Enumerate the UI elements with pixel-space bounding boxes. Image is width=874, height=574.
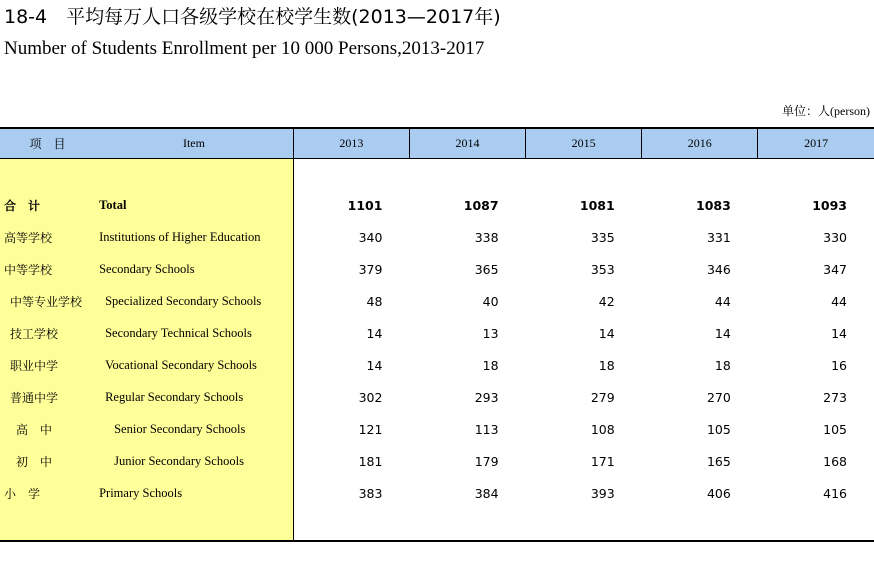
row-label-en: Total	[95, 190, 293, 222]
unit-en: (person)	[830, 104, 870, 118]
table-row	[0, 446, 874, 478]
enrollment-table	[0, 127, 874, 542]
title-chinese: 18-4 平均每万人口各级学校在校学生数(2013—2017年)	[4, 6, 501, 28]
header-year-2013: 2013	[293, 128, 409, 158]
cell-2017: 44	[831, 294, 847, 309]
spacer-row	[0, 158, 874, 190]
row-label-en: Vocational Secondary Schools	[95, 350, 293, 382]
table-row	[0, 286, 874, 318]
cell-2016: 165	[706, 454, 731, 469]
cell-2014: 384	[474, 486, 499, 501]
row-label-cn: 中等学校	[0, 254, 95, 286]
cell-2017: 14	[831, 326, 847, 341]
table-row	[0, 254, 874, 286]
cell-2016: 18	[714, 358, 731, 373]
header-year-2017: 2017	[758, 128, 874, 158]
row-label-cn: 高等学校	[0, 222, 95, 254]
table-row	[0, 414, 874, 446]
row-label-en: Secondary Schools	[95, 254, 293, 286]
cell-2015: 1081	[579, 198, 615, 213]
row-label-cn: 职业中学	[0, 350, 95, 382]
cell-2017: 273	[823, 390, 847, 405]
cell-2015: 171	[590, 454, 615, 469]
unit-label	[782, 103, 870, 119]
cell-2015: 335	[590, 230, 615, 245]
row-label-cn: 中等专业学校	[0, 286, 95, 318]
cell-2014: 1087	[463, 198, 499, 213]
cell-2013: 14	[366, 358, 383, 373]
cell-2016: 346	[706, 262, 731, 277]
cell-2013: 340	[358, 230, 383, 245]
header-year-2014: 2014	[409, 128, 525, 158]
cell-2016: 270	[706, 390, 731, 405]
cell-2015: 42	[598, 294, 615, 309]
table-row	[0, 478, 874, 510]
cell-2014: 338	[474, 230, 499, 245]
cell-2015: 18	[598, 358, 615, 373]
cell-2015: 14	[598, 326, 615, 341]
cell-2016: 331	[706, 230, 731, 245]
table-row	[0, 318, 874, 350]
cell-2016: 44	[714, 294, 731, 309]
cell-2015: 108	[590, 422, 615, 437]
cell-2016: 14	[714, 326, 731, 341]
row-label-en: Secondary Technical Schools	[95, 318, 293, 350]
table-row	[0, 190, 874, 222]
cell-2017: 416	[823, 486, 847, 501]
cell-2016: 406	[706, 486, 731, 501]
table-row	[0, 222, 874, 254]
cell-2015: 393	[590, 486, 615, 501]
cell-2017: 1093	[812, 198, 847, 213]
cell-2013: 379	[358, 262, 383, 277]
cell-2013: 48	[366, 294, 383, 309]
row-label-cn: 小 学	[0, 478, 95, 510]
cell-2017: 347	[823, 262, 847, 277]
unit-cn: 单位：人	[782, 104, 831, 118]
row-label-en: Junior Secondary Schools	[95, 446, 293, 478]
header-year-2015: 2015	[526, 128, 642, 158]
row-label-cn: 初 中	[0, 446, 95, 478]
cell-2013: 121	[358, 422, 383, 437]
cell-2017: 16	[831, 358, 847, 373]
bottom-spacer-row	[0, 510, 874, 541]
row-label-en: Regular Secondary Schools	[95, 382, 293, 414]
cell-2015: 353	[590, 262, 615, 277]
cell-2017: 105	[823, 422, 847, 437]
cell-2014: 365	[474, 262, 499, 277]
header-item-cn: 项 目	[0, 128, 95, 158]
row-label-en: Senior Secondary Schools	[95, 414, 293, 446]
cell-2016: 1083	[696, 198, 731, 213]
row-label-en: Primary Schools	[95, 478, 293, 510]
cell-2014: 40	[482, 294, 499, 309]
title-english: Number of Students Enrollment per 10 000 Persons,2013-2017	[4, 38, 485, 59]
cell-2014: 113	[474, 422, 499, 437]
cell-2013: 302	[358, 390, 383, 405]
header-item-en: Item	[95, 128, 293, 158]
cell-2017: 330	[823, 230, 847, 245]
cell-2013: 14	[366, 326, 383, 341]
table-header-row	[0, 128, 874, 158]
cell-2013: 1101	[347, 198, 383, 213]
cell-2014: 293	[474, 390, 499, 405]
cell-2013: 383	[358, 486, 383, 501]
cell-2017: 168	[823, 454, 847, 469]
row-label-en: Institutions of Higher Education	[95, 222, 293, 254]
cell-2014: 18	[482, 358, 499, 373]
row-label-cn: 技工学校	[0, 318, 95, 350]
row-label-cn: 合 计	[0, 190, 95, 222]
row-label-cn: 普通中学	[0, 382, 95, 414]
table-row	[0, 350, 874, 382]
cell-2014: 179	[474, 454, 499, 469]
row-label-cn: 高 中	[0, 414, 95, 446]
row-label-en: Specialized Secondary Schools	[95, 286, 293, 318]
header-year-2016: 2016	[642, 128, 758, 158]
cell-2015: 279	[590, 390, 615, 405]
cell-2013: 181	[358, 454, 383, 469]
cell-2014: 13	[482, 326, 499, 341]
table-row	[0, 382, 874, 414]
cell-2016: 105	[706, 422, 731, 437]
